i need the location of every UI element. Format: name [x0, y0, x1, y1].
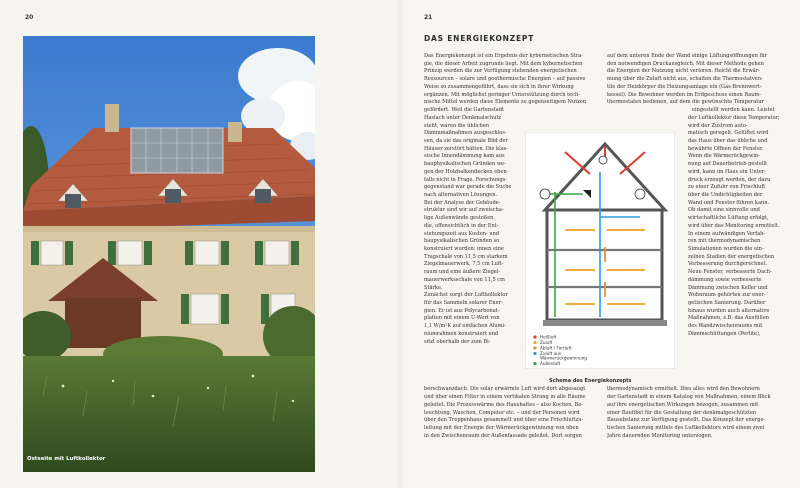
diagram-caption: Schema des Energiekonzepts [549, 378, 632, 384]
text-line: nach alternativen Lösungen. [424, 191, 498, 198]
text-line: thermodynamisch ermittelt. Dies alles wird den Bewohnern [607, 386, 760, 393]
text-line: gien. Er ist aus Polycarbonat- [424, 307, 500, 314]
text-line: einer Baufibel für die Gestaltung der denkmalgeschützten [607, 409, 757, 416]
text-line: über den Treppenhaus gesammelt und über eine Frischluftzu- [424, 417, 584, 424]
text-line: nung auf Dauerbetrieb gestellt [688, 161, 768, 168]
text-line: Ziegelmauerwerk, 7,5 cm Luft- [424, 261, 504, 268]
text-line: ergänzen. Mit möglichst geringer Unterstützung durch tech- [424, 91, 580, 98]
text-line: platten mit einem U-Wert von [424, 315, 500, 322]
text-column-2-bottom [607, 386, 771, 440]
text-line: sen, da sie das originale Bild der [424, 137, 508, 144]
text-line: steht, waren die üblichen [424, 122, 490, 129]
section-heading: DAS ENERGIEKONZEPT [424, 34, 535, 43]
text-line: hinaus wurden auch alternative [688, 307, 770, 314]
text-line: Maßnahmen, z.B. das Ausfüllen [688, 315, 769, 322]
text-line: mauerwerksschale von 11,5 cm [424, 276, 505, 283]
legend-swatch [533, 335, 536, 338]
text-line: tile der Heizkörper die Heizungsanlage ein (Gas-Brennwert- [607, 83, 762, 90]
text-line: kessel). Die Bewohner werden im Erdgeschoss einen Raum- [607, 91, 762, 98]
text-line: der Luftkollektor diese Temperatur, [688, 114, 780, 121]
legend-swatch [533, 362, 536, 365]
house-illustration [23, 36, 315, 472]
text-line: Ressourcen – solare und goethermische Energien – auf passive [424, 76, 586, 83]
text-line: wird, kann im Haus ein Unter- [688, 168, 766, 175]
text-line: Verbesserung durchgerechnet. [688, 261, 768, 268]
text-line: Das Energiekonzept ist ein Ergebnis der kybernetischen Stra- [424, 53, 583, 59]
text-line: geleitet. Die Prozesswärme des Haushaltes – also Kochen, Be- [424, 401, 584, 408]
text-line: Ob damit eine sinnvolle und [688, 207, 760, 214]
text-line: tischen Sanierung mittels des Luftkollektors wird einem zwei [607, 424, 765, 431]
page-number-right: 21 [424, 14, 433, 21]
text-line: nische Mittel werden diese Elemente zu gegenseitigem Nutzen [424, 99, 587, 106]
text-line: Dämmschüttungen (Perlite), [688, 330, 761, 337]
text-line: berschwanzdach. Die solar erwärmte Luft wird dort abgesaugt [424, 386, 586, 393]
text-line: Simulationen wurden die ein- [688, 246, 764, 253]
text-line: bewährte Öffnen der Fenster. [688, 145, 764, 152]
text-line: Dämmmaßnahmen ausgeschlos- [424, 130, 507, 137]
text-line: bauphysikalischen Gründen we- [424, 161, 506, 168]
legend-swatch [533, 352, 536, 355]
text-column-2-top [607, 53, 775, 115]
text-line: Jahre dauernden Monitoring unterzogen. [607, 432, 713, 439]
text-line: dämmung sowie verbesserte [688, 276, 762, 283]
text-line: über die Undichtigkeiten der [688, 191, 763, 198]
text-line: auf ihre energetischen Wirkungen bezogen, zusammen mit [607, 401, 759, 408]
text-line: wirtschaftliche Lüftung erfolgt, [688, 215, 769, 222]
text-line: matisch geregelt. Gelüftet wird [688, 130, 769, 137]
book-gutter [398, 0, 402, 488]
text-line: Dämmung zwischen Keller und [688, 284, 768, 291]
text-line: baupysikalischen Gründen so [424, 238, 500, 245]
text-line: Wohnraum gehörten zur ener- [688, 292, 766, 299]
text-line: mung über die Zuluft nicht aus, schalten die Thermostatven- [607, 76, 763, 83]
text-line: die, offensichtlich in der Ent- [424, 222, 499, 229]
text-line: zu einer Zufuhr von Frischluft [688, 184, 766, 191]
text-line: In einem aufwändigen Verfah- [688, 230, 766, 237]
text-line: Weise so zusammengeführt, dass sie sich in ihrer Wirkung [424, 83, 574, 90]
text-line: niumrahmen konstruiert und [424, 330, 499, 337]
page-number-left: 20 [25, 14, 34, 21]
text-line: Zunächst sorgt der Luftkollektor [424, 292, 508, 299]
legend-label: Heißluft [540, 334, 557, 340]
text-line: Neue Fenster, verbesserte Dach- [688, 269, 772, 276]
text-column-1-narrow [424, 115, 511, 347]
text-line: Bausubstanz zur Verfügung gestellt. Das Konzept der energe- [607, 417, 766, 424]
text-line: gen der Holzbalkendecken eben- [424, 168, 509, 175]
text-line: Stärke. [424, 284, 443, 291]
text-line: leitung mit der Energie der Wärmerückgewinnung von oben [424, 424, 579, 431]
text-line: druck erzeugt werden, der dazu [688, 176, 771, 183]
text-line: und über einen Filter in einem vertikalen Strang in alle Räume [424, 394, 586, 401]
text-line: gegenstand war gerade die Suche [424, 184, 512, 191]
text-line: in den Zwischenraum der Außenfassade geleitet. Dort sorgen [424, 432, 582, 439]
text-line: falls nicht in Frage. Forschungs- [424, 176, 508, 183]
text-line: des Wandzwischenraums mit [688, 323, 763, 330]
legend-label: Wärmerückgewinnung [540, 355, 587, 361]
text-line: 1,1 W/m²K auf einfachen Alumi- [424, 323, 506, 330]
text-line: die Energien der Nutzung nicht verloren. Reicht die Erwär- [607, 68, 760, 75]
text-line: eingestellt werden kann. Leistet [692, 107, 775, 114]
text-line: stehungszeit aus Kosten- und [424, 230, 500, 237]
text-column-2-narrow [688, 115, 779, 339]
legend-label: Zuluft aus [540, 351, 562, 356]
text-line: das Haus über das übliche und [688, 137, 768, 144]
text-line: Tragschale von 11,5 cm starkem [424, 253, 508, 260]
text-line: wird der Zustrom auto- [688, 122, 748, 129]
text-line: Wenn die Wärmerückgewin- [688, 153, 760, 160]
text-line: Haslach unter Denkmalschutz [424, 114, 502, 121]
text-line: sische Innendämmung kam aus [424, 153, 505, 160]
photo-caption: Ostseite mit Luftkollektor [27, 456, 106, 462]
text-line: konstruiert wurden: innen eine [424, 246, 504, 253]
legend-label: Außenluft [540, 361, 561, 366]
text-column-1-top [424, 53, 586, 115]
text-line: sitzt oberhalb der zum Bi- [424, 338, 491, 345]
text-line: für das Sammeln solarer Ener- [424, 300, 503, 307]
legend-label: Abluft / Fortluft [540, 345, 572, 351]
text-line: leuchtung, Waschen, Computer etc. – und der Personen wird [424, 409, 580, 416]
text-line: thermostaten bedienen, auf dem die gewünschte Temperatur [607, 99, 764, 106]
text-line: zelnen Stadien der energetischen [688, 253, 775, 260]
legend-swatch [533, 341, 536, 344]
text-line: raum und eine äußere Ziegel- [424, 269, 501, 276]
text-line: den notwendigen Druckausgleich. Mit dieser Methode gehen [607, 60, 764, 67]
text-line: struktur sind wir auf zweischa- [424, 207, 504, 214]
text-line: gefördert. Weil die Gartenstadt [424, 107, 505, 114]
text-line: wird über das Monitoring ermittelt. [688, 222, 780, 229]
energy-concept-diagram [525, 132, 675, 369]
text-line: ren mit thermodynamischen [688, 238, 761, 245]
legend-swatch [533, 346, 536, 349]
house-photo [23, 36, 315, 472]
text-line: der Gartenstadt in einem Katalog von Maßnahmen, einem Blick [607, 394, 771, 401]
legend-label: Zuluft [540, 340, 553, 345]
text-column-1-bottom [424, 386, 586, 440]
text-line: gie, die dieser Arbeit zugrunde liegt. Mit dem kybernetischen [424, 60, 583, 67]
text-line: getischen Sanierung. Darüber [688, 300, 766, 307]
text-line: lige Außenwände gestoßen, [424, 215, 496, 222]
text-line: auf dem unteren Ende der Wand einige Lüftungsöffnungen für [607, 53, 768, 59]
text-line: Prinzip werden die zur Verfügung stehenden energetischen [424, 68, 577, 75]
text-line: Häuser zerstört hätten. Die klas- [424, 145, 509, 152]
text-line: Wand und Fenster führen kann. [688, 199, 770, 206]
text-line: Bei der Analyse der Gebäude- [424, 199, 501, 206]
